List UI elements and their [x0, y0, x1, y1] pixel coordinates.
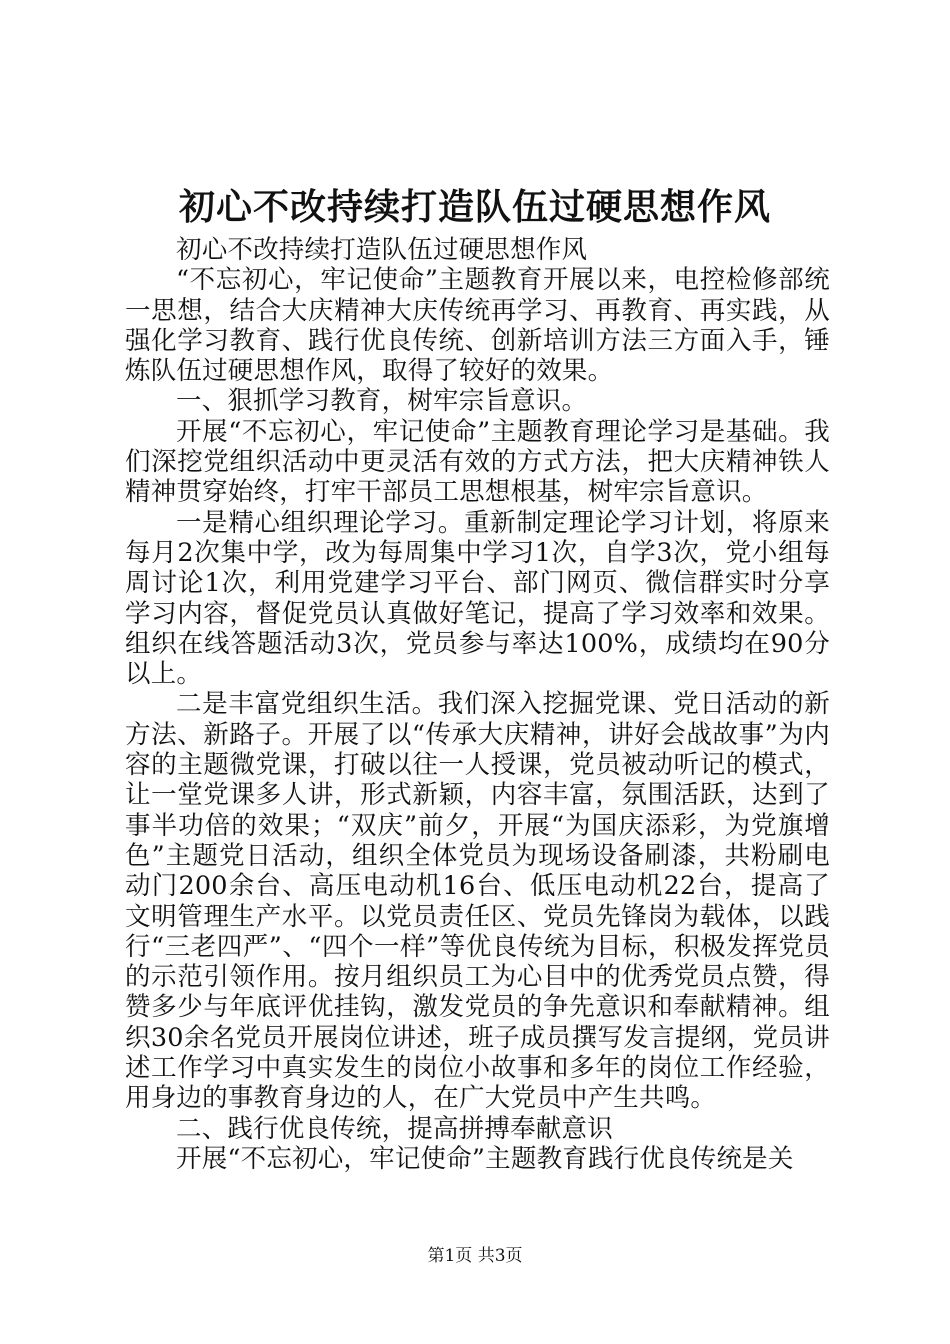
page-number: 第1页 共3页 — [427, 1246, 523, 1266]
paragraph-intro: “不忘初心，牢记使命”主题教育开展以来，电控检修部统一思想，结合大庆精神大庆传统再学习、再教育、再实践，从强化学习教育、践行优良传统、创新培训方法三方面入手，锤炼队伍过硬思想作风，取得了较好的效果。 — [125, 265, 830, 387]
paragraph-section-1-intro: 开展“不忘初心，牢记使命”主题教育理论学习是基础。我们深挖党组织活动中更灵活有效的方式方法，把大庆精神铁人精神贯穿始终，打牢干部员工思想根基，树牢宗旨意识。 — [125, 416, 830, 508]
paragraph-theory-study: 一是精心组织理论学习。重新制定理论学习计划，将原来每月2次集中学，改为每周集中学习1次，自学3次，党小组每周讨论1次，利用党建学习平台、部门网页、微信群实时分享学习内容，督促党员认真做好笔记，提高了学习效率和效果。组织在线答题活动3次，党员参与率达100%，成绩均在90分以上。 — [125, 507, 830, 690]
document-title: 初心不改持续打造队伍过硬思想作风 — [178, 186, 771, 228]
paragraph-subtitle: 初心不改持续打造队伍过硬思想作风 — [176, 235, 588, 265]
section-heading-2: 二、践行优良传统，提高拼搏奉献意识 — [176, 1113, 613, 1144]
document-body — [125, 235, 830, 1174]
section-heading-1: 一、狠抓学习教育，树牢宗旨意识。 — [176, 386, 588, 417]
paragraph-party-life: 二是丰富党组织生活。我们深入挖掘党课、党日活动的新方法、新路子。开展了以“传承大庆精神，讲好会战故事”为内容的主题微党课，打破以往一人授课，党员被动听记的模式，让一堂党课多人讲，形式新颖，内容丰富，氛围活跃，达到了事半功倍的效果；“双庆”前夕，开展“为国庆添彩，为党旗增色”主题党日活动，组织全体党员为现场设备刷漆，共粉刷电动门200余台、高压电动机16台、低压电动机22台，提高了文明管理生产水平。以党员责任区、党员先锋岗为载体，以践行“三老四严”、“四个一样”等优良传统为目标，积极发挥党员的示范引领作用。按月组织员工为心目中的优秀党员点赞，得赞多少与年底评优挂钩，激发党员的争先意识和奉献精神。组织30余名党员开展岗位讲述，班子成员撰写发言提纲，党员讲述工作学习中真实发生的岗位小故事和多年的岗位工作经验，用身边的事教育身边的人，在广大党员中产生共鸣。 — [125, 689, 830, 1114]
paragraph-section-2-intro: 开展“不忘初心，牢记使命”主题教育践行优良传统是关 — [176, 1143, 794, 1174]
